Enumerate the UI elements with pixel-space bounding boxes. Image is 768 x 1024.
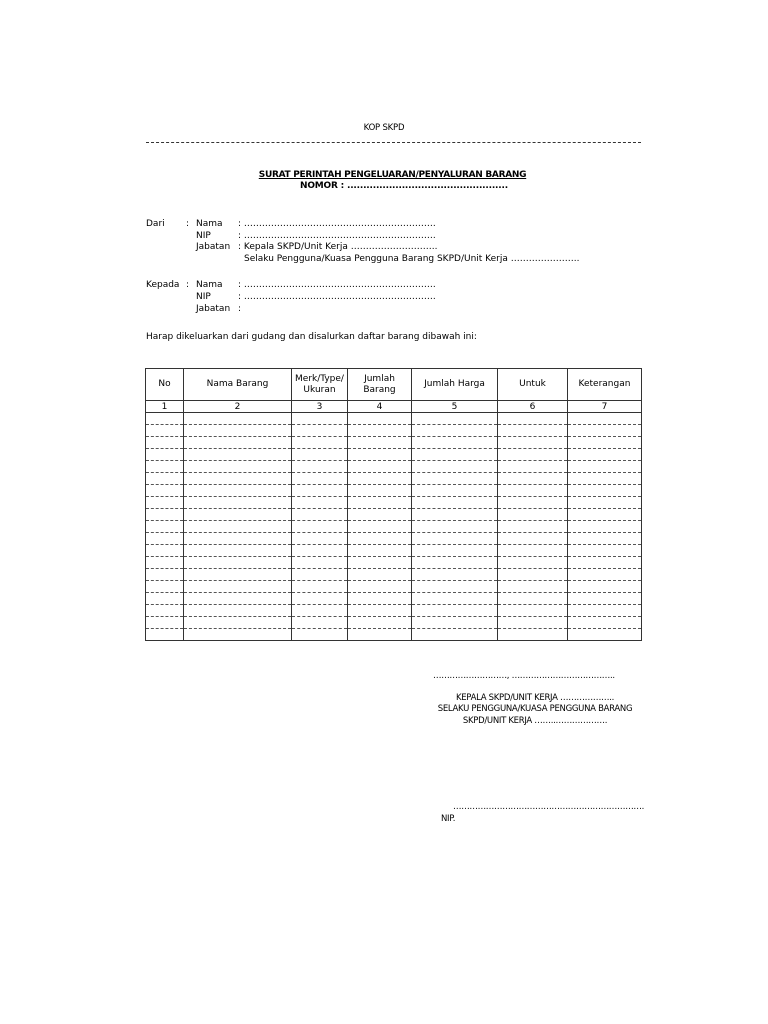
table-cell bbox=[568, 569, 642, 581]
table-row bbox=[146, 413, 642, 425]
table-cell bbox=[498, 569, 568, 581]
table-cell bbox=[412, 413, 498, 425]
items-table-container bbox=[145, 368, 641, 641]
table-cell bbox=[146, 497, 184, 509]
kop-skpd: KOP SKPD bbox=[363, 123, 405, 133]
table-cell bbox=[348, 413, 412, 425]
table-cell bbox=[146, 569, 184, 581]
table-cell bbox=[498, 497, 568, 509]
column-number: 3 bbox=[292, 401, 348, 413]
table-cell bbox=[292, 533, 348, 545]
table-cell bbox=[292, 581, 348, 593]
signature-line-3: SKPD/UNIT KERJA ……..………………. bbox=[462, 716, 608, 726]
table-cell bbox=[146, 461, 184, 473]
table-cell bbox=[412, 545, 498, 557]
table-cell bbox=[348, 485, 412, 497]
table-cell bbox=[146, 485, 184, 497]
table-row bbox=[146, 557, 642, 569]
table-cell bbox=[348, 521, 412, 533]
dari-nama-label: Nama bbox=[196, 219, 223, 229]
signature-line-2: SELAKU PENGGUNA/KUASA PENGGUNA BARANG bbox=[437, 704, 633, 714]
table-cell bbox=[498, 629, 568, 641]
table-cell bbox=[568, 485, 642, 497]
table-cell bbox=[348, 617, 412, 629]
table-cell bbox=[292, 569, 348, 581]
column-number: 4 bbox=[348, 401, 412, 413]
table-cell bbox=[498, 521, 568, 533]
table-cell bbox=[498, 545, 568, 557]
table-cell bbox=[568, 557, 642, 569]
header-merk-type-ukuran: Merk/Type/ Ukuran bbox=[292, 369, 348, 401]
table-cell bbox=[498, 509, 568, 521]
table-cell bbox=[412, 449, 498, 461]
table-cell bbox=[292, 605, 348, 617]
table-cell bbox=[498, 437, 568, 449]
table-cell bbox=[412, 461, 498, 473]
table-cell bbox=[184, 461, 292, 473]
table-cell bbox=[184, 629, 292, 641]
table-cell bbox=[146, 509, 184, 521]
table-cell bbox=[184, 413, 292, 425]
dari-colon: : bbox=[186, 219, 190, 229]
column-number: 2 bbox=[184, 401, 292, 413]
table-cell bbox=[568, 617, 642, 629]
table-cell bbox=[568, 497, 642, 509]
table-cell bbox=[292, 509, 348, 521]
table-cell bbox=[146, 533, 184, 545]
table-cell bbox=[348, 509, 412, 521]
table-cell bbox=[412, 473, 498, 485]
table-row bbox=[146, 461, 642, 473]
table-cell bbox=[412, 605, 498, 617]
header-nama-barang: Nama Barang bbox=[184, 369, 292, 401]
table-cell bbox=[292, 473, 348, 485]
table-cell bbox=[146, 473, 184, 485]
column-number-row bbox=[146, 401, 642, 413]
table-cell bbox=[568, 425, 642, 437]
table-cell bbox=[498, 461, 568, 473]
table-cell bbox=[348, 605, 412, 617]
column-number: 1 bbox=[146, 401, 184, 413]
table-cell bbox=[146, 605, 184, 617]
column-number: 7 bbox=[568, 401, 642, 413]
table-cell bbox=[348, 449, 412, 461]
table-row bbox=[146, 569, 642, 581]
table-cell bbox=[412, 425, 498, 437]
table-cell bbox=[146, 425, 184, 437]
table-cell bbox=[412, 629, 498, 641]
table-cell bbox=[146, 521, 184, 533]
table-cell bbox=[498, 593, 568, 605]
table-cell bbox=[412, 521, 498, 533]
table-cell bbox=[184, 617, 292, 629]
table-cell bbox=[292, 593, 348, 605]
table-cell bbox=[146, 437, 184, 449]
table-cell bbox=[412, 617, 498, 629]
table-row bbox=[146, 485, 642, 497]
dari-selaku: Selaku Pengguna/Kuasa Pengguna Barang SKPD/Unit Kerja ………………….. bbox=[244, 254, 580, 264]
table-cell bbox=[184, 569, 292, 581]
table-cell bbox=[292, 545, 348, 557]
table-cell bbox=[184, 437, 292, 449]
dari-nama-value: : ………………………………………………………. bbox=[238, 219, 436, 229]
header-jumlah-barang: Jumlah Barang bbox=[348, 369, 412, 401]
column-number: 6 bbox=[498, 401, 568, 413]
header-no: No bbox=[146, 369, 184, 401]
table-cell bbox=[146, 581, 184, 593]
table-cell bbox=[184, 473, 292, 485]
table-row bbox=[146, 509, 642, 521]
header-jumlah-harga: Jumlah Harga bbox=[412, 369, 498, 401]
table-cell bbox=[498, 581, 568, 593]
table-cell bbox=[292, 557, 348, 569]
table-cell bbox=[184, 581, 292, 593]
table-cell bbox=[348, 437, 412, 449]
table-cell bbox=[292, 413, 348, 425]
dari-nip-label: NIP bbox=[196, 231, 211, 241]
table-cell bbox=[348, 545, 412, 557]
items-table bbox=[145, 368, 642, 641]
kepada-label: Kepada bbox=[146, 280, 180, 290]
table-cell bbox=[184, 497, 292, 509]
table-cell bbox=[412, 437, 498, 449]
dari-jabatan-label: Jabatan bbox=[196, 242, 231, 252]
signature-nip: NIP. bbox=[441, 814, 456, 824]
table-header-row bbox=[146, 369, 642, 401]
table-cell bbox=[568, 593, 642, 605]
table-cell bbox=[568, 449, 642, 461]
table-row bbox=[146, 581, 642, 593]
table-cell bbox=[568, 521, 642, 533]
kepada-nip-label: NIP bbox=[196, 292, 211, 302]
table-cell bbox=[412, 569, 498, 581]
kepada-jabatan-label: Jabatan bbox=[196, 304, 231, 314]
table-cell bbox=[568, 413, 642, 425]
table-cell bbox=[498, 485, 568, 497]
table-cell bbox=[184, 449, 292, 461]
table-cell bbox=[498, 425, 568, 437]
table-row bbox=[146, 473, 642, 485]
table-row bbox=[146, 629, 642, 641]
table-cell bbox=[146, 449, 184, 461]
table-cell bbox=[348, 473, 412, 485]
table-cell bbox=[292, 521, 348, 533]
table-body bbox=[146, 413, 642, 641]
table-cell bbox=[292, 617, 348, 629]
table-row bbox=[146, 617, 642, 629]
table-cell bbox=[184, 545, 292, 557]
table-cell bbox=[412, 485, 498, 497]
table-cell bbox=[184, 521, 292, 533]
table-row bbox=[146, 605, 642, 617]
instruction-text: Harap dikeluarkan dari gudang dan disalurkan daftar barang dibawah ini: bbox=[146, 332, 477, 342]
table-cell bbox=[184, 593, 292, 605]
signature-line-1: KEPALA SKPD/UNIT KERJA ……………….. bbox=[455, 693, 615, 703]
table-cell bbox=[146, 545, 184, 557]
table-cell bbox=[568, 509, 642, 521]
dari-label: Dari bbox=[146, 219, 165, 229]
table-cell bbox=[498, 533, 568, 545]
kepada-nama-value: : ………………………………………………………. bbox=[238, 280, 436, 290]
table-cell bbox=[348, 425, 412, 437]
table-cell bbox=[184, 605, 292, 617]
table-cell bbox=[568, 545, 642, 557]
header-untuk: Untuk bbox=[498, 369, 568, 401]
table-cell bbox=[568, 533, 642, 545]
table-cell bbox=[348, 461, 412, 473]
table-cell bbox=[146, 413, 184, 425]
kepada-nip-value: : ………………………………………………………. bbox=[238, 292, 436, 302]
header-divider bbox=[146, 142, 641, 143]
table-cell bbox=[568, 605, 642, 617]
table-cell bbox=[498, 605, 568, 617]
table-cell bbox=[348, 557, 412, 569]
table-cell bbox=[498, 413, 568, 425]
table-cell bbox=[498, 617, 568, 629]
signature-name-line: ……………………………………………………………. bbox=[453, 802, 645, 812]
table-row bbox=[146, 425, 642, 437]
table-cell bbox=[412, 557, 498, 569]
table-cell bbox=[412, 509, 498, 521]
table-cell bbox=[292, 629, 348, 641]
table-row bbox=[146, 449, 642, 461]
table-cell bbox=[146, 557, 184, 569]
place-date: ………………………, ……………………………….. bbox=[433, 671, 615, 681]
table-cell bbox=[348, 533, 412, 545]
kepada-colon: : bbox=[186, 280, 190, 290]
table-cell bbox=[146, 629, 184, 641]
table-cell bbox=[568, 437, 642, 449]
document-number: NOMOR : .................................................. bbox=[300, 181, 508, 191]
table-cell bbox=[412, 593, 498, 605]
table-row bbox=[146, 593, 642, 605]
dari-jabatan-value: : Kepala SKPD/Unit Kerja ……………………….. bbox=[238, 242, 438, 252]
table-cell bbox=[184, 485, 292, 497]
table-cell bbox=[146, 617, 184, 629]
table-cell bbox=[498, 449, 568, 461]
table-cell bbox=[292, 497, 348, 509]
table-row bbox=[146, 545, 642, 557]
table-row bbox=[146, 533, 642, 545]
table-cell bbox=[348, 497, 412, 509]
table-cell bbox=[292, 425, 348, 437]
table-cell bbox=[568, 581, 642, 593]
table-row bbox=[146, 521, 642, 533]
table-cell bbox=[348, 569, 412, 581]
table-cell bbox=[498, 557, 568, 569]
table-cell bbox=[184, 425, 292, 437]
kepada-jabatan-value: : bbox=[238, 304, 242, 314]
table-cell bbox=[412, 581, 498, 593]
table-cell bbox=[184, 509, 292, 521]
table-cell bbox=[146, 593, 184, 605]
table-cell bbox=[568, 473, 642, 485]
dari-nip-value: : ………………………………………………………. bbox=[238, 231, 436, 241]
header-keterangan: Keterangan bbox=[568, 369, 642, 401]
table-row bbox=[146, 497, 642, 509]
table-cell bbox=[412, 497, 498, 509]
document-title: SURAT PERINTAH PENGELUARAN/PENYALURAN BARANG bbox=[258, 170, 527, 180]
table-cell bbox=[568, 461, 642, 473]
table-cell bbox=[498, 473, 568, 485]
table-cell bbox=[348, 581, 412, 593]
table-cell bbox=[292, 437, 348, 449]
kepada-nama-label: Nama bbox=[196, 280, 223, 290]
table-row bbox=[146, 437, 642, 449]
table-cell bbox=[292, 449, 348, 461]
table-cell bbox=[348, 629, 412, 641]
column-number: 5 bbox=[412, 401, 498, 413]
table-cell bbox=[568, 629, 642, 641]
table-cell bbox=[184, 533, 292, 545]
table-cell bbox=[292, 461, 348, 473]
table-cell bbox=[184, 557, 292, 569]
table-cell bbox=[348, 593, 412, 605]
table-cell bbox=[292, 485, 348, 497]
table-cell bbox=[412, 533, 498, 545]
